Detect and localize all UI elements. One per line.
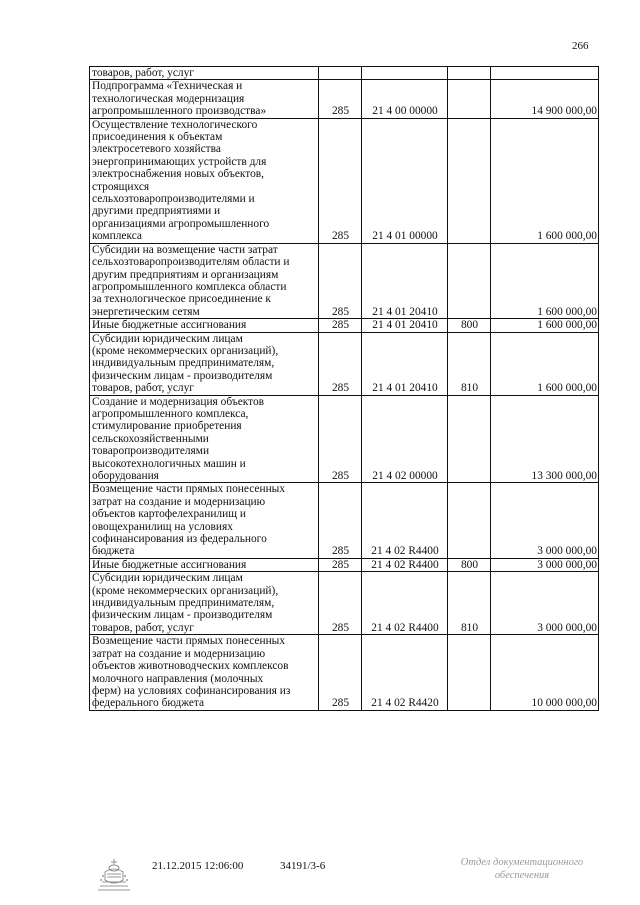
cell-target-article: 21 4 00 00000 — [362, 80, 448, 118]
table-row — [90, 332, 599, 395]
cell-expense-type — [448, 395, 491, 483]
cell-name: Возмещение части прямых понесенных затрат на создание и модернизацию объектов картофелехранилищ и овощехранилищ на условиях софинансирования из федерального бюджета — [90, 483, 319, 558]
cell-target-article: 21 4 01 00000 — [362, 118, 448, 243]
table-row — [90, 319, 599, 332]
cell-expense-type — [448, 483, 491, 558]
cell-name: Осуществление технологического присоединения к объектам электросетевого хозяйства энергопринимающих устройств для электроснабжения новых объектов, строящихся сельхозтоваропроизводителями и другими предприятиями и организациями агропромышленного комплекса — [90, 118, 319, 243]
cell-name: Иные бюджетные ассигнования — [90, 558, 319, 571]
page-footer — [0, 856, 640, 896]
cell-expense-type: 810 — [448, 572, 491, 635]
cell-expense-type: 810 — [448, 332, 491, 395]
cell-amount — [491, 67, 599, 80]
cell-department-code: 285 — [319, 635, 362, 710]
cell-department-code: 285 — [319, 243, 362, 318]
budget-table — [89, 66, 599, 711]
cell-target-article — [362, 67, 448, 80]
cell-name: Создание и модернизация объектов агропромышленного комплекса, стимулирование приобретения сельскохозяйственными товаропроизводителями высокотехнологичных машин и оборудования — [90, 395, 319, 483]
cell-department-code: 285 — [319, 558, 362, 571]
cell-name: Подпрограмма «Техническая и технологическая модернизация агропромышленного производства» — [90, 80, 319, 118]
table-row — [90, 558, 599, 571]
cell-name: Иные бюджетные ассигнования — [90, 319, 319, 332]
cell-target-article: 21 4 01 20410 — [362, 319, 448, 332]
page-number: 266 — [572, 40, 589, 52]
table-row — [90, 67, 599, 80]
cell-amount: 13 300 000,00 — [491, 395, 599, 483]
cell-amount: 1 600 000,00 — [491, 243, 599, 318]
cell-amount: 10 000 000,00 — [491, 635, 599, 710]
cell-department-code: 285 — [319, 483, 362, 558]
budget-table-body — [90, 67, 599, 711]
cell-expense-type — [448, 243, 491, 318]
cell-amount: 3 000 000,00 — [491, 483, 599, 558]
cell-amount: 3 000 000,00 — [491, 572, 599, 635]
cell-department-code: 285 — [319, 118, 362, 243]
cell-amount: 3 000 000,00 — [491, 558, 599, 571]
stamp-line-1: Отдел документационного — [460, 857, 584, 868]
cell-expense-type — [448, 635, 491, 710]
cell-expense-type — [448, 80, 491, 118]
cell-name: Субсидии юридическим лицам (кроме некоммерческих организаций), индивидуальным предпринимателям, физическим лицам - производителям товаров, работ, услуг — [90, 572, 319, 635]
cell-department-code — [319, 67, 362, 80]
cell-name: Субсидии юридическим лицам (кроме некоммерческих организаций), индивидуальным предпринимателям, физическим лицам - производителям товаров, работ, услуг — [90, 332, 319, 395]
cell-target-article: 21 4 01 20410 — [362, 243, 448, 318]
cell-amount: 1 600 000,00 — [491, 319, 599, 332]
cell-target-article: 21 4 02 00000 — [362, 395, 448, 483]
stamp-line-2: обеспечения — [494, 870, 550, 881]
cell-name: Субсидии на возмещение части затрат сельхозтоваропроизводителям области и другим предприятиям и организациям агропромышленного комплекса области за технологическое присоединение к энергетическим сетям — [90, 243, 319, 318]
document-number: 34191/3-6 — [280, 860, 326, 872]
cell-target-article: 21 4 02 R4400 — [362, 558, 448, 571]
cell-department-code: 285 — [319, 332, 362, 395]
table-row — [90, 572, 599, 635]
cell-target-article: 21 4 01 20410 — [362, 332, 448, 395]
cell-department-code: 285 — [319, 395, 362, 483]
cell-amount: 1 600 000,00 — [491, 332, 599, 395]
table-row — [90, 243, 599, 318]
cell-expense-type: 800 — [448, 558, 491, 571]
cell-target-article: 21 4 02 R4420 — [362, 635, 448, 710]
cell-target-article: 21 4 02 R4400 — [362, 483, 448, 558]
cell-amount: 14 900 000,00 — [491, 80, 599, 118]
cell-name: Возмещение части прямых понесенных затрат на создание и модернизацию объектов животноводческих комплексов молочного направления (молочных ферм) на условиях софинансирования из федерального бюджета — [90, 635, 319, 710]
cell-department-code: 285 — [319, 572, 362, 635]
cell-target-article: 21 4 02 R4400 — [362, 572, 448, 635]
cell-name: товаров, работ, услуг — [90, 67, 319, 80]
table-row — [90, 118, 599, 243]
cell-department-code: 285 — [319, 319, 362, 332]
emblem-icon — [93, 856, 135, 892]
cell-expense-type — [448, 67, 491, 80]
table-row — [90, 395, 599, 483]
cell-department-code: 285 — [319, 80, 362, 118]
table-row — [90, 80, 599, 118]
signature-datetime: 21.12.2015 12:06:00 — [152, 860, 244, 872]
cell-expense-type — [448, 118, 491, 243]
department-stamp — [452, 856, 592, 882]
table-row — [90, 483, 599, 558]
cell-expense-type: 800 — [448, 319, 491, 332]
table-row — [90, 635, 599, 710]
cell-amount: 1 600 000,00 — [491, 118, 599, 243]
